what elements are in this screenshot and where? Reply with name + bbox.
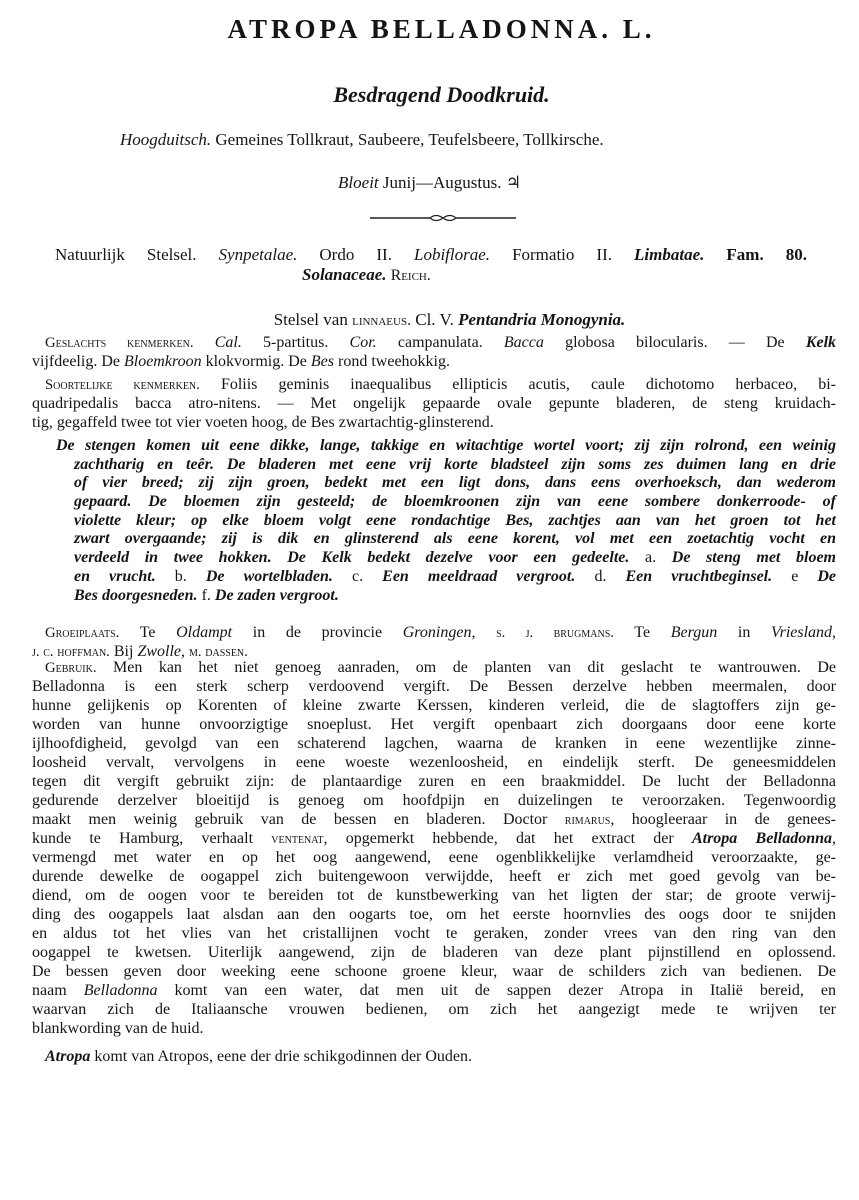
text-line bbox=[32, 886, 836, 905]
emphasis-run: Pentandria Monogynia. bbox=[458, 310, 626, 329]
text-run: klokvormig. De bbox=[201, 353, 311, 370]
text-run: Stelsel van bbox=[273, 310, 353, 329]
emphasis-run: e bbox=[791, 567, 799, 585]
small-caps-run: ventenat bbox=[271, 831, 324, 847]
emphasis-run: Zwolle bbox=[137, 643, 181, 660]
ornament-divider-icon bbox=[370, 212, 516, 224]
emphasis-run: Cal. bbox=[214, 334, 242, 351]
text-run: Foliis geminis inaequalibus ellipticis acutis, caule dichotomo herbaceo, bi- bbox=[199, 376, 836, 393]
text-run: , bbox=[471, 624, 497, 641]
text-run: maakt men weinig gebruik van de bessen en bladeren. Doctor bbox=[32, 811, 565, 828]
text-run: naam bbox=[32, 982, 84, 999]
text-line bbox=[32, 493, 836, 512]
text-run: waarvan zich de Italiaansche vrouwen bedienen, om zich het aangezigt mede te wrijven ter bbox=[32, 1001, 836, 1018]
text-line bbox=[32, 1047, 836, 1066]
text-line bbox=[32, 375, 836, 394]
text-run: globosa bilocularis. — De bbox=[543, 334, 806, 351]
small-caps-run: Soortelijke kenmerken. bbox=[45, 377, 200, 393]
text-run: komt van een water, dat men uit de sappen dezer Atropa in Italië bereid, en bbox=[157, 982, 837, 999]
text-run: tegen dit vergift gebruikt zijn: de plantaardige zuren en een braakmiddel. De lucht der Belladonna bbox=[32, 773, 836, 790]
text-run: De bbox=[798, 567, 837, 585]
text-line bbox=[32, 734, 836, 753]
text-line bbox=[32, 677, 836, 696]
text-run: oogappel te kwetsen. Uiterlijk aangewend, zijn de bladeren van deze plant pijnstillend en oplossend. bbox=[32, 944, 836, 961]
flowering-period bbox=[0, 173, 859, 193]
text-line bbox=[32, 333, 836, 352]
text-run: ijlhoofdigheid, gevolgd van een schaterend lagchen, waarna de kranken in eene wezentlijke zinne- bbox=[32, 735, 836, 752]
text-line bbox=[32, 1019, 836, 1038]
bloeit-label: Bloeit bbox=[338, 173, 379, 192]
text-run: Te bbox=[119, 624, 177, 641]
emphasis-run: Oldampt bbox=[176, 624, 233, 641]
emphasis-run: c. bbox=[351, 567, 364, 585]
text-run: en aldus tot het vlies van het cristallijnen vocht te geraken, zonder vrees van den ring van den bbox=[32, 925, 836, 942]
text-run: Bij bbox=[109, 643, 138, 660]
emphasis-run: Atropa Belladonna bbox=[691, 830, 832, 847]
text-run: Formatio II. bbox=[490, 245, 635, 264]
text-run: tig, gegaffeld twee tot vier voeten hoog, de Bes zwartachtig-glinsterend. bbox=[32, 414, 494, 431]
text-run: , bbox=[832, 624, 837, 641]
small-caps-run: j. c. hoffman. bbox=[32, 644, 110, 660]
page-title: ATROPA BELLADONNA. L. bbox=[227, 14, 656, 44]
small-caps-run: m. dassen. bbox=[189, 644, 248, 660]
text-line bbox=[32, 810, 836, 829]
small-caps-run: s. j. brugmans. bbox=[496, 625, 614, 641]
text-run: De steng met bloem bbox=[656, 549, 836, 567]
text-line bbox=[32, 352, 836, 371]
paragraph bbox=[32, 658, 836, 1038]
emphasis-run: Cor. bbox=[349, 334, 377, 351]
german-names bbox=[120, 130, 604, 150]
text-line bbox=[32, 943, 836, 962]
text-line bbox=[32, 587, 836, 606]
text-run bbox=[194, 334, 215, 351]
text-run: Ordo II. bbox=[297, 245, 414, 264]
text-line bbox=[32, 924, 836, 943]
text-run: en vrucht. bbox=[74, 567, 175, 585]
text-run: De zaden vergroot. bbox=[210, 586, 339, 604]
emphasis-run: b. bbox=[174, 567, 187, 585]
paragraph bbox=[32, 623, 836, 661]
emphasis-run: Atropa bbox=[45, 1048, 91, 1065]
small-caps-run: Reich. bbox=[390, 267, 431, 284]
text-line bbox=[32, 791, 836, 810]
paragraph bbox=[32, 375, 836, 432]
text-line bbox=[32, 413, 836, 432]
text-run: De stengen komen uit eene dikke, lange, takkige en witachtige wortel voort; zij zijn rolrond, een weinig bbox=[56, 437, 836, 454]
paragraph bbox=[32, 1047, 836, 1066]
text-run: vijfdeelig. De bbox=[32, 353, 124, 370]
text-line bbox=[32, 474, 836, 493]
bloeit-value: Junij—Augustus. ♃ bbox=[378, 173, 521, 192]
text-run: in de provincie bbox=[232, 624, 403, 641]
text-line bbox=[32, 981, 836, 1000]
text-run: , opgemerkt hebbende, dat het extract der bbox=[323, 830, 692, 847]
text-line bbox=[32, 905, 836, 924]
small-caps-run: Geslachts kenmerken. bbox=[45, 335, 194, 351]
german-label: Hoogduitsch. bbox=[120, 130, 212, 149]
text-run: Een meeldraad vergroot. bbox=[363, 567, 595, 585]
text-run: hunne gelijkenis op Korenten of kleine zwarte Kerssen, kinderen verleid, die de slagtoffers zijn ge- bbox=[32, 697, 836, 714]
dutch-name: Besdragend Doodkruid. bbox=[333, 82, 550, 107]
text-line bbox=[32, 715, 836, 734]
text-run: De bessen geven door weeking eene schoone groene kleur, waar de schilders zich van bedienen. De bbox=[32, 963, 836, 980]
small-caps-run: Groeiplaats. bbox=[45, 625, 120, 641]
text-line bbox=[32, 848, 836, 867]
emphasis-run: Vriesland bbox=[771, 624, 833, 641]
text-line bbox=[32, 962, 836, 981]
text-run: campanulata. bbox=[376, 334, 504, 351]
text-run: Te bbox=[613, 624, 671, 641]
text-run: 5-partitus. bbox=[241, 334, 350, 351]
small-caps-run: rimarus bbox=[564, 812, 611, 828]
emphasis-run: a. bbox=[645, 549, 657, 567]
text-run: kunde te Hamburg, verhaalt bbox=[32, 830, 272, 847]
emphasis-run: Bergun bbox=[670, 624, 718, 641]
paragraph bbox=[32, 333, 836, 371]
text-line bbox=[32, 530, 836, 549]
text-line bbox=[32, 549, 836, 568]
emphasis-run: Bes bbox=[310, 353, 335, 370]
natural-system-line bbox=[55, 245, 807, 265]
text-run: verdeeld in twee hokken. De Kelk bedekt dezelve voor een gedeelte. bbox=[74, 549, 646, 567]
text-run: , bbox=[181, 643, 189, 660]
text-run: durende dewelke de oogappel zich buitengewoon verwijdde, heeft er zich met goed gevolg van be- bbox=[32, 868, 836, 885]
small-caps-run: linnaeus. bbox=[352, 312, 411, 329]
emphasis-run: Synpetalae. bbox=[218, 245, 298, 264]
emphasis-run: d. bbox=[594, 567, 607, 585]
text-line bbox=[32, 623, 836, 642]
text-run: zachtharig en teêr. De bladeren met eene vrij korte bladsteel zijn soms zes duimen lang en drie bbox=[74, 455, 836, 473]
text-run: , bbox=[832, 830, 836, 847]
text-run: loosheid vervalt, vervolgens in eene woeste wezenloosheid, en eindelijk sterft. De geneesmiddelen bbox=[32, 754, 836, 771]
text-run: violette kleur; op elke bloem volgt eene rondachtige Bes, zachtjes aan van het groen tot het bbox=[74, 511, 836, 529]
description-paragraph bbox=[32, 437, 836, 605]
text-run: Bes doorgesneden. bbox=[74, 586, 202, 604]
emphasis-run: Belladonna bbox=[83, 982, 158, 999]
text-line bbox=[32, 1000, 836, 1019]
text-line bbox=[32, 658, 836, 677]
text-run: gedurende derzelver bloeitijd is genoeg om hoofdpijn en duizelingen te veroorzaken. Tegenwoordig bbox=[32, 792, 836, 809]
emphasis-run: Fam. 80. bbox=[704, 245, 807, 264]
text-run: worden van hunne onvoorzigtige snoeplust. Het vergift openbaart zich doorgaans door eene korte bbox=[32, 716, 836, 733]
text-line bbox=[32, 829, 836, 848]
text-run: rond tweehokkig. bbox=[334, 353, 450, 370]
text-run: Belladonna is een sterk scherp verdoovend vergift. De Bessen derzelve hebben meermalen, door bbox=[32, 678, 836, 695]
text-run: of vier breed; zij zijn groen, bedekt met een ligt dons, dans eens overhoeksch, dan wederom bbox=[74, 474, 836, 492]
text-line bbox=[32, 437, 836, 456]
text-run: ding des oogappels laat alsdan aan den oogarts toe, om het eerste hoornvlies des oogs door te snijden bbox=[32, 906, 836, 923]
text-run: Natuurlijk Stelsel. bbox=[55, 245, 219, 264]
emphasis-run: f. bbox=[201, 586, 211, 604]
small-caps-run: Gebruik. bbox=[45, 660, 97, 676]
linnaeus-system-line bbox=[0, 310, 859, 330]
text-line bbox=[32, 696, 836, 715]
text-line bbox=[32, 456, 836, 475]
text-run: Men kan het niet genoeg aanraden, om de planten van dit geslacht te wantrouwen. De bbox=[96, 659, 836, 676]
german-names-text: Gemeines Tollkraut, Saubeere, Teufelsbeere, Tollkirsche. bbox=[211, 130, 604, 149]
emphasis-run: Limbatae. bbox=[634, 245, 705, 264]
text-run: vermengd met water en op het oog aangewend, eene ogenblikkelijke verlamdheid veroorzaakte, ge- bbox=[32, 849, 836, 866]
text-run: quadripedalis bacca atro-nitens. — Met ongelijk gepaarde ovale gepunte bladeren, de steng kruidach- bbox=[32, 395, 836, 412]
text-run: Een vruchtbeginsel. bbox=[606, 567, 792, 585]
emphasis-run: Solanaceae. bbox=[302, 265, 387, 284]
emphasis-run: Kelk bbox=[805, 334, 837, 351]
text-run: komt van Atropos, eene der drie schikgodinnen der Ouden. bbox=[90, 1048, 473, 1065]
text-line bbox=[32, 772, 836, 791]
emphasis-run: Lobiflorae. bbox=[413, 245, 491, 264]
text-run: diend, om de oogen voor te bereiden tot de kunstbewerking van het ligten der star; de groote verwij- bbox=[32, 887, 836, 904]
text-line bbox=[32, 512, 836, 531]
emphasis-run: Groningen bbox=[402, 624, 472, 641]
text-run: in bbox=[717, 624, 771, 641]
text-run: Cl. V. bbox=[411, 310, 459, 329]
text-run: blankwording van de huid. bbox=[32, 1020, 204, 1037]
text-run: zwart overgaande; zij is dik en glinsterend als eene korent, vol met een zoetachtig vocht en bbox=[74, 530, 836, 548]
family-line bbox=[302, 265, 431, 285]
text-line bbox=[32, 394, 836, 413]
text-line bbox=[32, 867, 836, 886]
text-run: De wortelbladen. bbox=[186, 567, 352, 585]
text-run: , hoogleeraar in de genees- bbox=[610, 811, 836, 828]
emphasis-run: Bacca bbox=[503, 334, 544, 351]
text-line bbox=[32, 568, 836, 587]
text-line bbox=[32, 753, 836, 772]
emphasis-run: Bloemkroon bbox=[123, 353, 202, 370]
text-run: gepaard. De bloemen zijn gesteeld; de bloemkroonen zijn van eene sombere donkerroode- of bbox=[74, 493, 836, 511]
